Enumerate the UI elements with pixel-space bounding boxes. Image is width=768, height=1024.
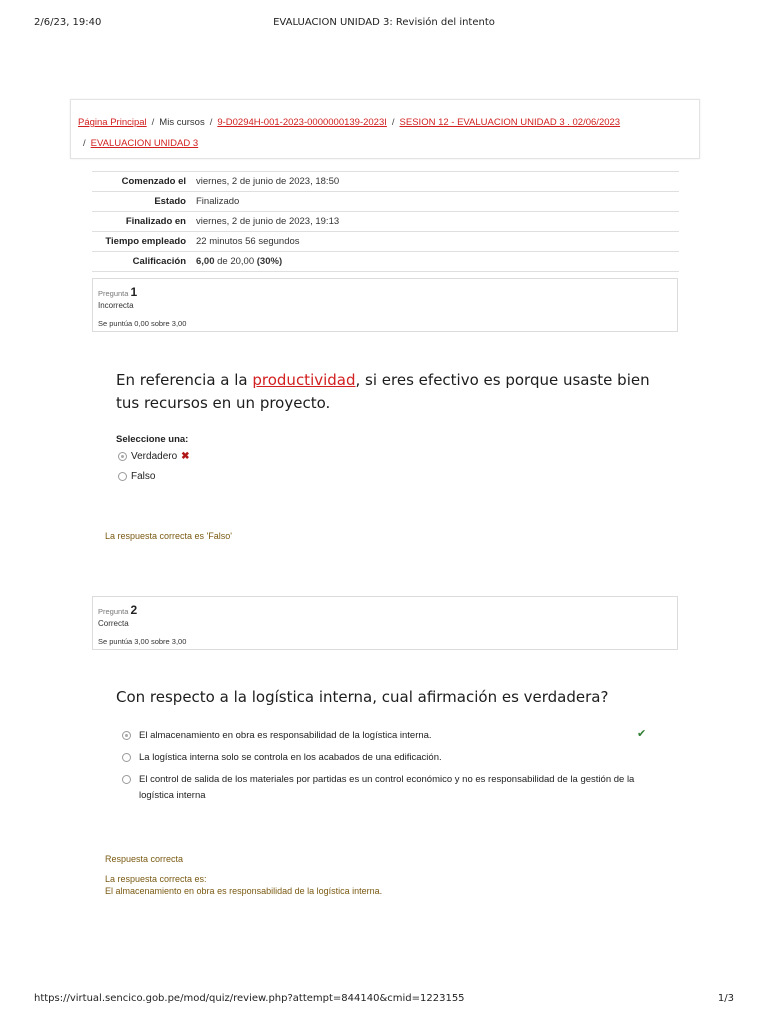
summary-row-time	[92, 232, 679, 252]
breadcrumb-separator: /	[209, 117, 213, 128]
summary-time-label: Tiempo empleado	[105, 236, 186, 247]
summary-time-value: 22 minutos 56 segundos	[196, 236, 300, 247]
radio-unselected[interactable]	[122, 775, 131, 784]
answer-option-verdadero[interactable]	[118, 451, 190, 462]
summary-row-finished	[92, 212, 679, 232]
answer-prompt: Seleccione una:	[116, 434, 189, 445]
answer-option-label: Falso	[131, 471, 156, 482]
question-label: Pregunta	[98, 289, 129, 298]
summary-state-value: Finalizado	[196, 196, 240, 207]
print-header	[34, 17, 734, 31]
answer-option-falso[interactable]	[118, 471, 155, 482]
summary-grade-value	[192, 252, 679, 272]
question-text: Con respecto a la logística interna, cual afirmación es verdadera?	[116, 688, 609, 706]
grade-score: 6,00	[196, 256, 215, 267]
question-label: Pregunta	[98, 607, 129, 616]
question-grade: Se puntúa 3,00 sobre 3,00	[98, 637, 187, 646]
question-number-value: 1	[130, 285, 138, 299]
summary-started-value: viernes, 2 de junio de 2023, 18:50	[196, 176, 340, 187]
answer-option-label: Verdadero	[131, 451, 178, 462]
question-state: Correcta	[98, 619, 129, 628]
summary-grade-label: Calificación	[132, 256, 186, 267]
summary-state-label: Estado	[154, 196, 186, 207]
answer-option-3[interactable]	[122, 772, 642, 804]
correct-answer-feedback: La respuesta correcta es 'Falso'	[105, 531, 232, 541]
breadcrumb-quiz-link[interactable]: EVALUACION UNIDAD 3	[90, 138, 199, 149]
answer-option-label: El control de salida de los materiales por partidas es un control económico y no es responsabilidad de la gestión de la logística interna	[139, 774, 635, 801]
correct-answer-label: La respuesta correcta es:	[105, 874, 207, 884]
breadcrumb-session-link[interactable]: SESION 12 - EVALUACION UNIDAD 3 . 02/06/2023	[399, 117, 621, 128]
question-text-before: En referencia a la	[116, 371, 253, 389]
breadcrumb-course-link[interactable]: 9-D0294H-001-2023-0000000139-2023I	[217, 117, 387, 128]
summary-started-label: Comenzado el	[121, 176, 186, 187]
print-page-title: EVALUACION UNIDAD 3: Revisión del intento	[273, 17, 495, 28]
summary-row-grade	[92, 252, 679, 272]
question-number	[98, 603, 137, 617]
question-state: Incorrecta	[98, 301, 134, 310]
summary-finished-value: viernes, 2 de junio de 2023, 19:13	[196, 216, 340, 227]
answer-option-label: La logística interna solo se controla en los acabados de una edificación.	[139, 752, 442, 763]
answer-option-1[interactable]	[122, 728, 652, 744]
radio-unselected[interactable]	[122, 753, 131, 762]
breadcrumb-separator: /	[391, 117, 395, 128]
print-datetime: 2/6/23, 19:40	[34, 17, 102, 28]
print-footer	[34, 993, 734, 1007]
summary-finished-label: Finalizado en	[125, 216, 186, 227]
question-info-box	[92, 278, 678, 332]
breadcrumb-my-courses: Mis cursos	[159, 117, 205, 128]
print-page-number: 1/3	[717, 993, 734, 1004]
answer-option-2[interactable]	[122, 750, 652, 766]
radio-unselected[interactable]	[118, 472, 127, 481]
breadcrumb-separator: /	[151, 117, 155, 128]
breadcrumb-home-link[interactable]: Página Principal	[78, 117, 147, 128]
question-info-box	[92, 596, 678, 650]
grade-percent: (30%)	[256, 256, 283, 267]
breadcrumb-separator: /	[83, 138, 86, 149]
answer-option-label: El almacenamiento en obra es responsabilidad de la logística interna.	[139, 730, 432, 741]
radio-selected[interactable]	[122, 731, 131, 740]
print-url: https://virtual.sencico.gob.pe/mod/quiz/review.php?attempt=844140&cmid=1223155	[34, 993, 465, 1004]
specific-feedback: Respuesta correcta	[105, 854, 184, 864]
question-number-value: 2	[130, 603, 138, 617]
correct-answer-text: El almacenamiento en obra es responsabilidad de la logística interna.	[105, 886, 383, 896]
question-number	[98, 285, 137, 299]
breadcrumb	[78, 112, 693, 154]
glossary-link-productividad[interactable]: productividad	[252, 371, 356, 389]
question-text-after: , si eres efectivo es porque usaste bien tus recursos en un proyecto.	[116, 371, 650, 412]
breadcrumb-container	[70, 99, 700, 159]
grade-out-of: de 20,00	[214, 256, 257, 267]
correct-check-icon: ✔	[637, 727, 647, 740]
question-text	[116, 369, 676, 415]
incorrect-icon: ✖	[181, 451, 190, 462]
attempt-summary-table	[92, 171, 679, 272]
summary-row-started	[92, 172, 679, 192]
question-grade: Se puntúa 0,00 sobre 3,00	[98, 319, 187, 328]
summary-row-state	[92, 192, 679, 212]
radio-selected[interactable]	[118, 452, 127, 461]
